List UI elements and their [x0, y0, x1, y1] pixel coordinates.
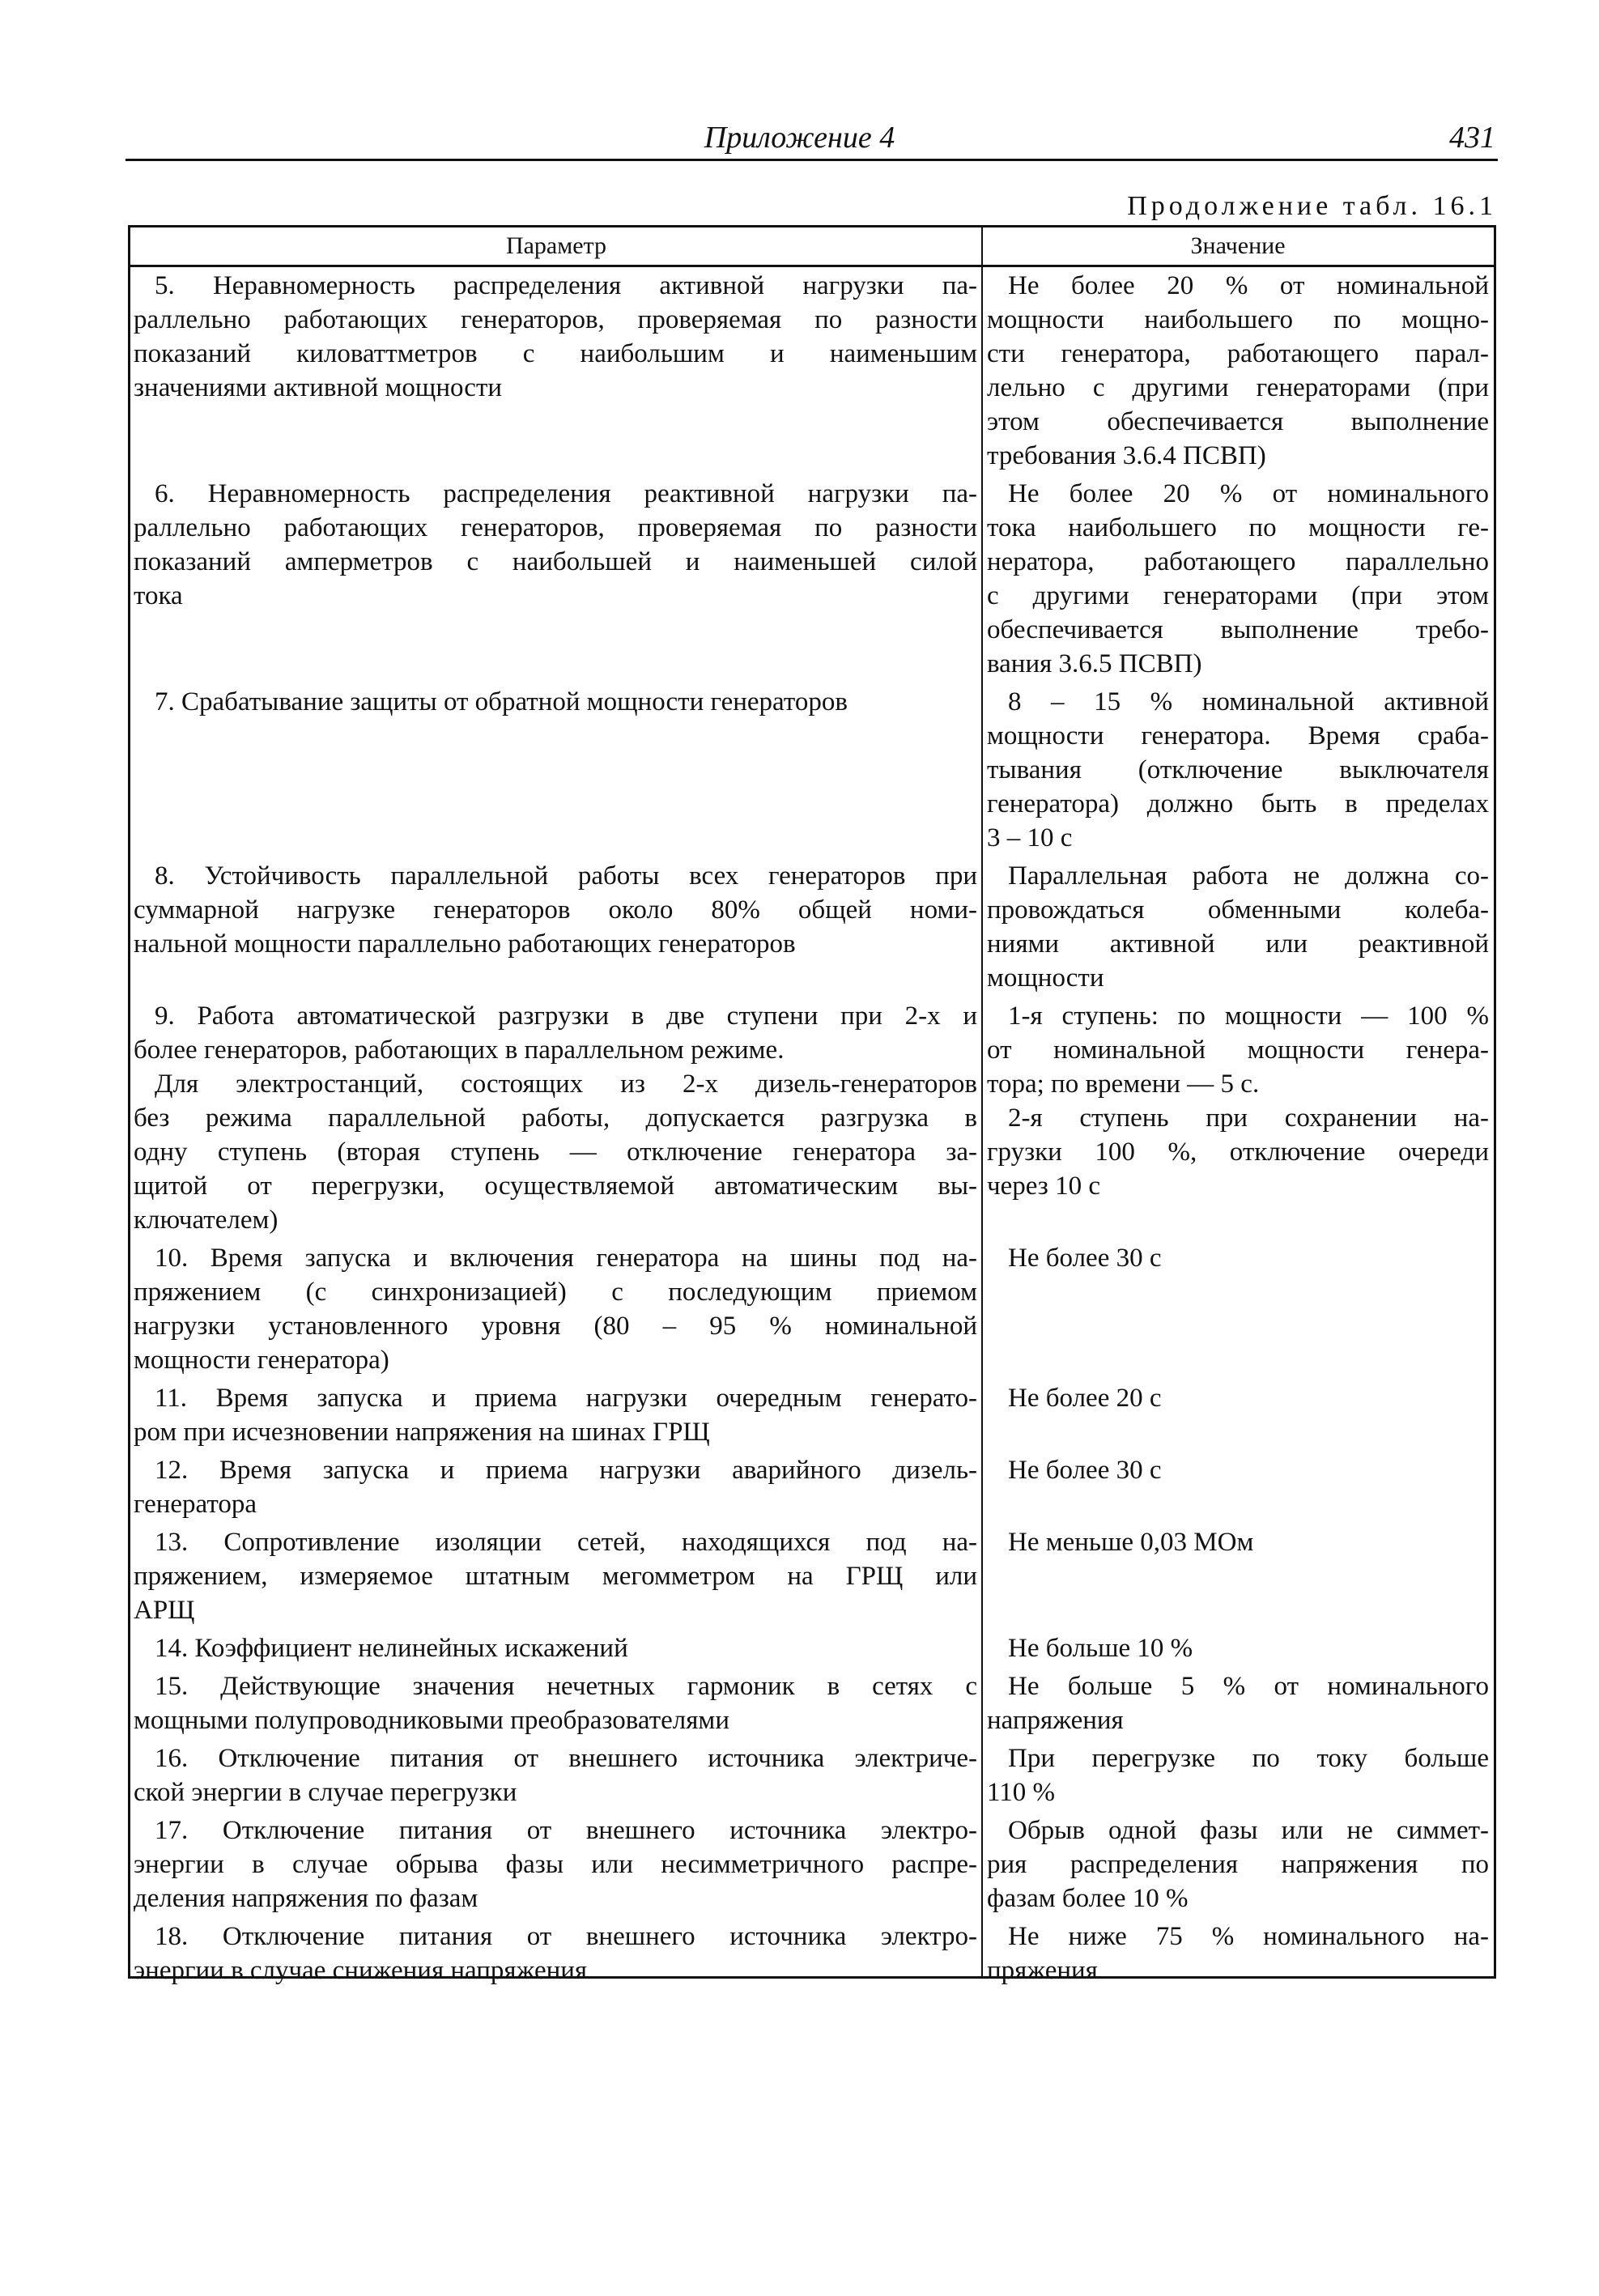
- value-cell: [982, 685, 1494, 855]
- column-header-value: Значение: [1190, 232, 1286, 259]
- column-divider: [981, 227, 983, 1976]
- text-line: генератора: [134, 1490, 257, 1519]
- text-line: сти генератора, работающего парал-: [987, 339, 1489, 368]
- text-line: лельно с другими генераторами (при: [987, 373, 1489, 402]
- text-line: мощности: [987, 963, 1104, 993]
- text-line: 14. Коэффициент нелинейных искажений: [155, 1634, 628, 1663]
- text-line: энергии в случае снижения напряжения: [134, 1956, 588, 1985]
- text-line: пряжением (с синхронизацией) с последующим приемом: [134, 1278, 977, 1307]
- page-number: 431: [1449, 121, 1495, 155]
- text-line: 5. Неравномерность распределения активной нагрузки па-: [155, 271, 977, 300]
- table-body: [130, 267, 1494, 1990]
- value-cell: [982, 477, 1494, 681]
- value-cell: [982, 1453, 1494, 1521]
- value-cell: [982, 269, 1494, 473]
- table-row: [130, 1812, 1494, 1918]
- text-line: 10. Время запуска и включения генератора на шины под на-: [155, 1244, 977, 1273]
- text-line: требования 3.6.4 ПСВП): [987, 441, 1266, 470]
- value-cell: [982, 999, 1494, 1237]
- text-line: пряжения: [987, 1956, 1098, 1985]
- parameters-table: [128, 225, 1496, 1985]
- table-header: [130, 227, 1494, 267]
- table-row: [130, 857, 1494, 997]
- text-line: Обрыв одной фазы или не симмет-: [1008, 1816, 1489, 1845]
- text-line: щитой от перегрузки, осуществляемой автоматическим вы-: [134, 1171, 977, 1201]
- parameter-cell: [130, 477, 982, 681]
- text-line: деления напряжения по фазам: [134, 1884, 478, 1913]
- text-line: генератора) должно быть в пределах: [987, 789, 1489, 818]
- text-line: тывания (отключение выключателя: [987, 755, 1489, 784]
- value-cell: [982, 1631, 1494, 1665]
- text-line: Не больше 5 % от номинального: [1008, 1672, 1489, 1701]
- text-line: 110 %: [987, 1778, 1056, 1807]
- text-line: 8 – 15 % номинальной активной: [1008, 687, 1489, 716]
- value-cell: [982, 1920, 1494, 1988]
- table-row: [130, 1380, 1494, 1452]
- column-header-parameter: Параметр: [505, 232, 607, 259]
- text-line: АРЩ: [134, 1596, 195, 1625]
- text-line: Для электростанций, состоящих из 2-х дизель-генераторов: [155, 1069, 977, 1099]
- table-row: [130, 1452, 1494, 1524]
- parameter-cell: [130, 1241, 982, 1377]
- text-line: суммарной нагрузке генераторов около 80% общей номи-: [134, 895, 977, 925]
- text-line: 7. Срабатывание защиты от обратной мощности генераторов: [155, 687, 848, 716]
- text-line: ской энергии в случае перегрузки: [134, 1778, 517, 1807]
- text-line: Не более 20 % от номинальной: [1008, 271, 1489, 300]
- text-line: Не более 30 с: [1008, 1456, 1162, 1485]
- text-line: 8. Устойчивость параллельной работы всех генераторов при: [155, 861, 977, 891]
- parameter-cell: [130, 1920, 982, 1988]
- parameter-cell: [130, 1381, 982, 1449]
- text-line: обеспечивается выполнение требо-: [987, 615, 1489, 644]
- parameter-cell: [130, 685, 982, 855]
- text-line: напряжения: [987, 1706, 1124, 1735]
- text-line: с другими генераторами (при этом: [987, 581, 1489, 610]
- parameter-cell: [130, 859, 982, 995]
- text-line: вания 3.6.5 ПСВП): [987, 649, 1202, 678]
- table-continuation-label: Продолжение табл. 16.1: [1127, 191, 1497, 221]
- text-line: тока наибольшего по мощности ге-: [987, 513, 1489, 542]
- text-line: 3 – 10 с: [987, 823, 1073, 852]
- table-row: [130, 1668, 1494, 1740]
- table-row: [130, 1918, 1494, 1990]
- parameter-cell: [130, 1631, 982, 1665]
- value-cell: [982, 1525, 1494, 1627]
- text-line: провождаться обменными колеба-: [987, 895, 1489, 925]
- text-line: 13. Сопротивление изоляции сетей, находящихся под на-: [155, 1528, 977, 1557]
- text-line: 6. Неравномерность распределения реактивной нагрузки па-: [155, 479, 977, 508]
- text-line: мощными полупроводниковыми преобразователями: [134, 1706, 729, 1735]
- text-line: через 10 с: [987, 1171, 1100, 1201]
- table-row: [130, 1740, 1494, 1812]
- text-line: Не меньше 0,03 МОм: [1008, 1528, 1254, 1557]
- text-line: нагрузки установленного уровня (80 – 95 % номинальной: [134, 1312, 977, 1341]
- text-line: Параллельная работа не должна со-: [1008, 861, 1489, 891]
- text-line: показаний киловаттметров с наибольшим и наименьшим: [134, 339, 977, 368]
- parameter-cell: [130, 269, 982, 473]
- text-line: Не ниже 75 % номинального на-: [1008, 1922, 1489, 1951]
- text-line: 16. Отключение питания от внешнего источника электриче-: [155, 1744, 977, 1773]
- text-line: раллельно работающих генераторов, проверяемая по разности: [134, 513, 977, 542]
- text-line: от номинальной мощности генера-: [987, 1035, 1489, 1065]
- value-cell: [982, 1813, 1494, 1915]
- table-row: [130, 1239, 1494, 1380]
- value-cell: [982, 1669, 1494, 1737]
- text-line: ром при исчезновении напряжения на шинах ГРЩ: [134, 1418, 710, 1447]
- text-line: ниями активной или реактивной: [987, 929, 1489, 959]
- table-row: [130, 1630, 1494, 1668]
- text-line: 15. Действующие значения нечетных гармоник в сетях с: [155, 1672, 977, 1701]
- text-line: 11. Время запуска и приема нагрузки очередным генерато-: [155, 1384, 977, 1413]
- text-line: 1-я ступень: по мощности — 100 %: [1008, 1001, 1489, 1031]
- text-line: рия распределения напряжения по: [987, 1850, 1489, 1879]
- text-line: 2-я ступень при сохранении на-: [1008, 1103, 1489, 1133]
- table-row: [130, 997, 1494, 1239]
- text-line: раллельно работающих генераторов, проверяемая по разности: [134, 305, 977, 334]
- text-line: ключателем): [134, 1205, 279, 1235]
- parameter-cell: [130, 999, 982, 1237]
- text-line: тора; по времени — 5 с.: [987, 1069, 1260, 1099]
- text-line: Не больше 10 %: [1008, 1634, 1193, 1663]
- text-line: Не более 20 % от номинального: [1008, 479, 1489, 508]
- text-line: энергии в случае обрыва фазы или несимметричного распре-: [134, 1850, 977, 1879]
- parameter-cell: [130, 1813, 982, 1915]
- running-title: Приложение 4: [704, 121, 895, 155]
- text-line: значениями активной мощности: [134, 373, 503, 402]
- value-cell: [982, 1381, 1494, 1449]
- parameter-cell: [130, 1741, 982, 1809]
- text-line: 18. Отключение питания от внешнего источника электро-: [155, 1922, 977, 1951]
- text-line: нальной мощности параллельно работающих генераторов: [134, 929, 796, 959]
- table-row: [130, 683, 1494, 857]
- text-line: этом обеспечивается выполнение: [987, 407, 1489, 436]
- parameter-cell: [130, 1525, 982, 1627]
- text-line: мощности генератора): [134, 1346, 389, 1375]
- value-cell: [982, 1741, 1494, 1809]
- value-cell: [982, 859, 1494, 995]
- parameter-cell: [130, 1453, 982, 1521]
- header-rule: [125, 159, 1498, 161]
- text-line: При перегрузке по току больше: [1008, 1744, 1489, 1773]
- text-line: показаний амперметров с наибольшей и наименьшей силой: [134, 547, 977, 576]
- text-line: мощности генератора. Время сраба-: [987, 721, 1489, 750]
- text-line: Не более 30 с: [1008, 1244, 1162, 1273]
- text-line: фазам более 10 %: [987, 1884, 1189, 1913]
- table-row: [130, 475, 1494, 683]
- text-line: Не более 20 с: [1008, 1384, 1162, 1413]
- text-line: пряжением, измеряемое штатным мегомметром на ГРЩ или: [134, 1562, 977, 1591]
- text-line: мощности наибольшего по мощно-: [987, 305, 1489, 334]
- table-row: [130, 267, 1494, 475]
- text-line: 17. Отключение питания от внешнего источника электро-: [155, 1816, 977, 1845]
- text-line: без режима параллельной работы, допускается разгрузка в: [134, 1103, 977, 1133]
- text-line: более генераторов, работающих в параллельном режиме.: [134, 1035, 785, 1065]
- text-line: одну ступень (вторая ступень — отключение генератора за-: [134, 1137, 977, 1167]
- parameter-cell: [130, 1669, 982, 1737]
- value-cell: [982, 1241, 1494, 1377]
- text-line: тока: [134, 581, 183, 610]
- text-line: 12. Время запуска и приема нагрузки аварийного дизель-: [155, 1456, 977, 1485]
- text-line: 9. Работа автоматической разгрузки в две ступени при 2-х и: [155, 1001, 977, 1031]
- text-line: нератора, работающего параллельно: [987, 547, 1489, 576]
- table-row: [130, 1524, 1494, 1630]
- text-line: грузки 100 %, отключение очереди: [987, 1137, 1489, 1167]
